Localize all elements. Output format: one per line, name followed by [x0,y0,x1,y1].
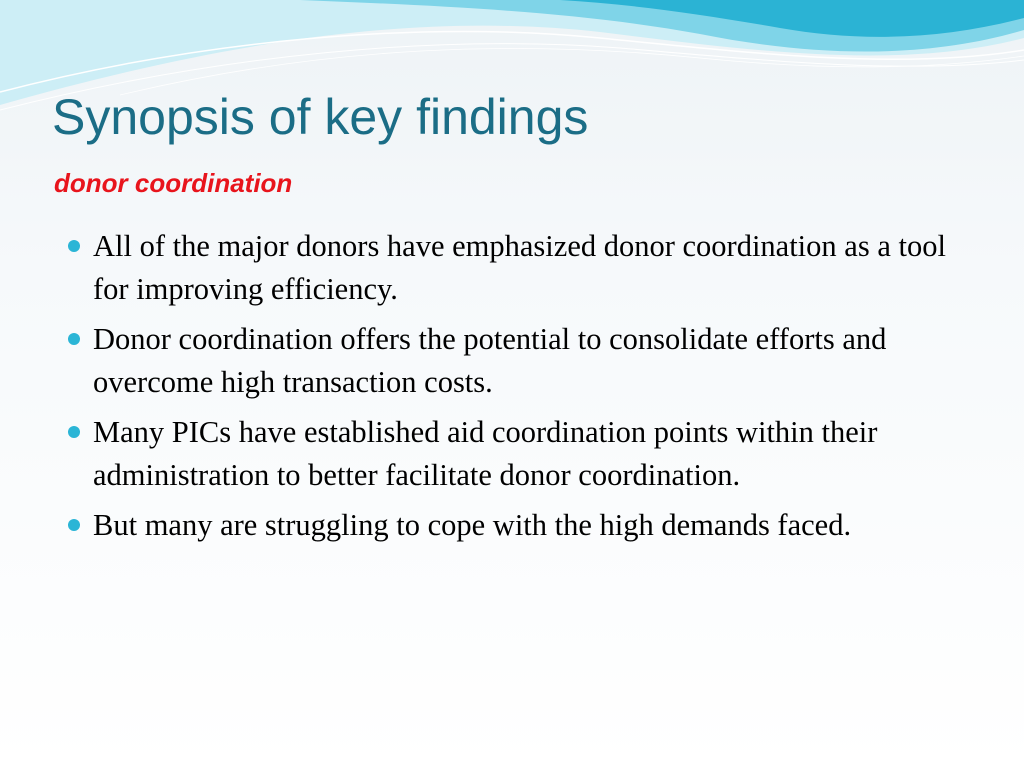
bullet-list [64,225,964,554]
slide-title: Synopsis of key findings [52,89,589,145]
bullet-item-1 [64,225,964,311]
bullet-text: But many are struggling to cope with the high demands faced. [93,508,852,542]
filled-circle-bullet-icon [68,333,80,345]
filled-circle-bullet-icon [68,519,80,531]
bullet-text: All of the major donors have emphasized donor coordination as a tool for improving efficiency. [93,229,946,306]
filled-circle-bullet-icon [68,240,80,252]
bullet-item-3 [64,411,964,497]
bullet-text: Many PICs have established aid coordination points within their administration to better facilitate donor coordination. [93,415,878,492]
bullet-item-4 [64,504,964,547]
bullet-item-2 [64,318,964,404]
slide-subtitle: donor coordination [54,168,293,198]
bullet-text: Donor coordination offers the potential to consolidate efforts and overcome high transaction costs. [93,322,887,399]
filled-circle-bullet-icon [68,426,80,438]
